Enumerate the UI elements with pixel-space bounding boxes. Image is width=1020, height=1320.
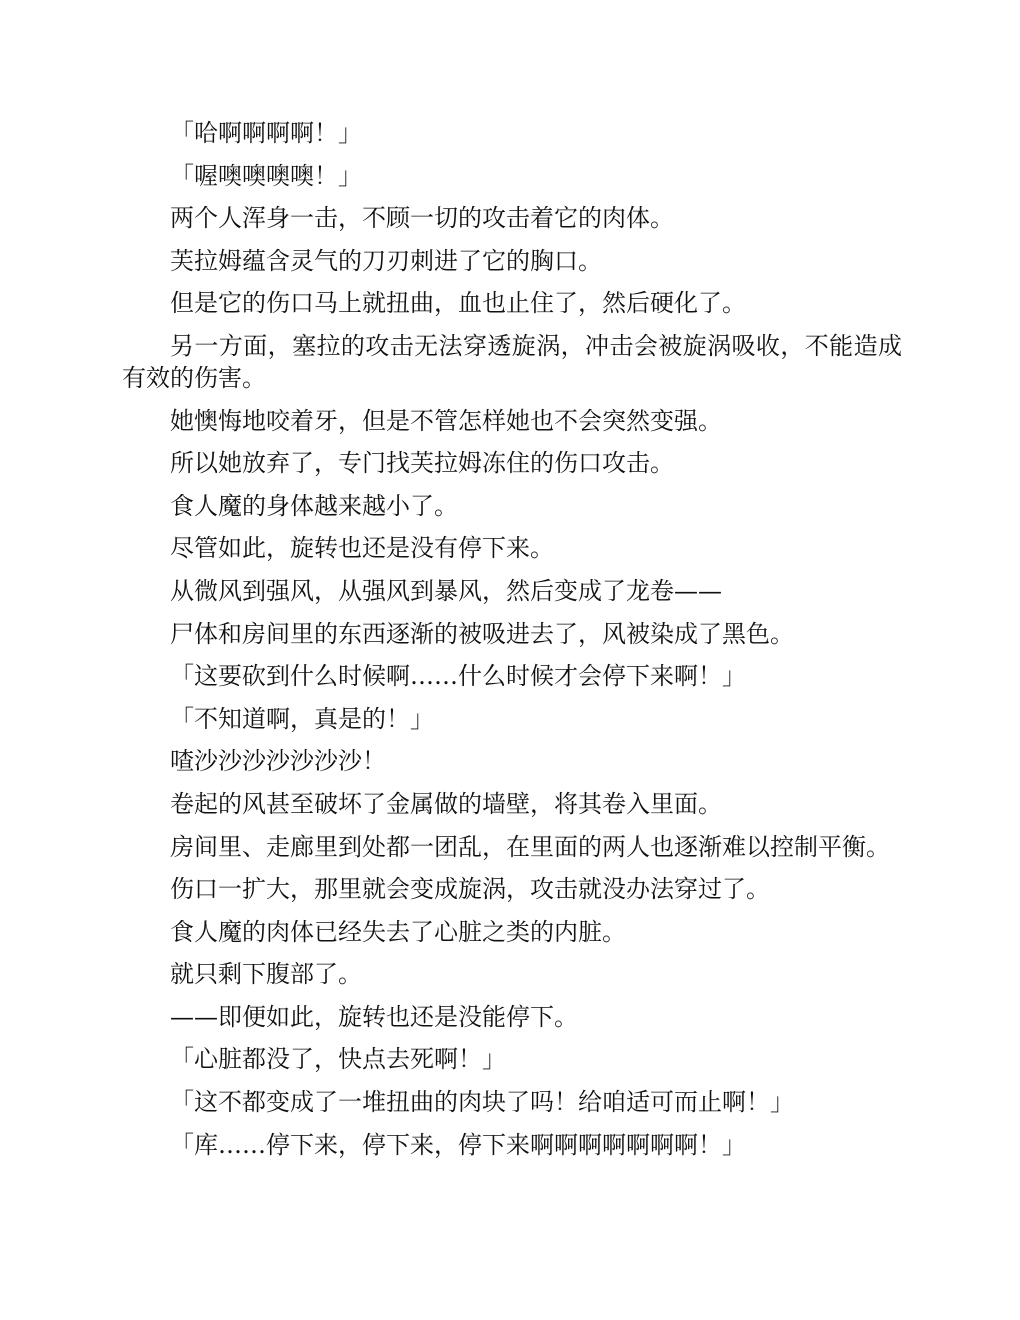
paragraph: ——即便如此，旋转也还是没能停下。 [170, 1002, 578, 1031]
paragraph: 尸体和房间里的东西逐渐的被吸进去了，风被染成了黑色。 [170, 619, 794, 648]
paragraph: 就只剩下腹部了。 [170, 960, 362, 989]
paragraph: 食人魔的肉体已经失去了心脏之类的内脏。 [170, 917, 626, 946]
paragraph: 「不知道啊，真是的！」 [170, 704, 434, 733]
paragraph: 卷起的风甚至破坏了金属做的墙壁，将其卷入里面。 [170, 789, 722, 818]
paragraph: 所以她放弃了，专门找芙拉姆冻住的伤口攻击。 [170, 449, 674, 478]
paragraph: 「这不都变成了一堆扭曲的肉块了吗！给咱适可而止啊！」 [170, 1088, 794, 1117]
paragraph: 喳沙沙沙沙沙沙沙！ [170, 747, 386, 776]
paragraph: 另一方面，塞拉的攻击无法穿透旋涡，冲击会被旋涡吸收，不能造成有效的伤害。 [122, 331, 902, 392]
paragraph: 她懊悔地咬着牙，但是不管怎样她也不会突然变强。 [170, 406, 722, 435]
paragraph: 房间里、走廊里到处都一团乱，在里面的两人也逐渐难以控制平衡。 [170, 832, 890, 861]
paragraph: 「库……停下来，停下来，停下来啊啊啊啊啊啊啊！」 [170, 1130, 746, 1159]
text-body [122, 117, 902, 1171]
paragraph: 「心脏都没了，快点去死啊！」 [170, 1045, 506, 1074]
paragraph: 「喔噢噢噢噢！」 [170, 161, 362, 190]
paragraph: 两个人浑身一击，不顾一切的攻击着它的肉体。 [170, 204, 674, 233]
paragraph: 但是它的伤口马上就扭曲，血也止住了，然后硬化了。 [170, 289, 746, 318]
paragraph: 芙拉姆蕴含灵气的刀刃刺进了它的胸口。 [170, 246, 602, 275]
paragraph: 尽管如此，旋转也还是没有停下来。 [170, 534, 554, 563]
paragraph: 伤口一扩大，那里就会变成旋涡，攻击就没办法穿过了。 [170, 875, 770, 904]
paragraph: 「哈啊啊啊啊！」 [170, 119, 362, 147]
paragraph: 「这要砍到什么时候啊……什么时候才会停下来啊！」 [170, 662, 746, 691]
paragraph: 食人魔的身体越来越小了。 [170, 491, 458, 520]
paragraph: 从微风到强风，从强风到暴风，然后变成了龙卷—— [170, 576, 722, 605]
